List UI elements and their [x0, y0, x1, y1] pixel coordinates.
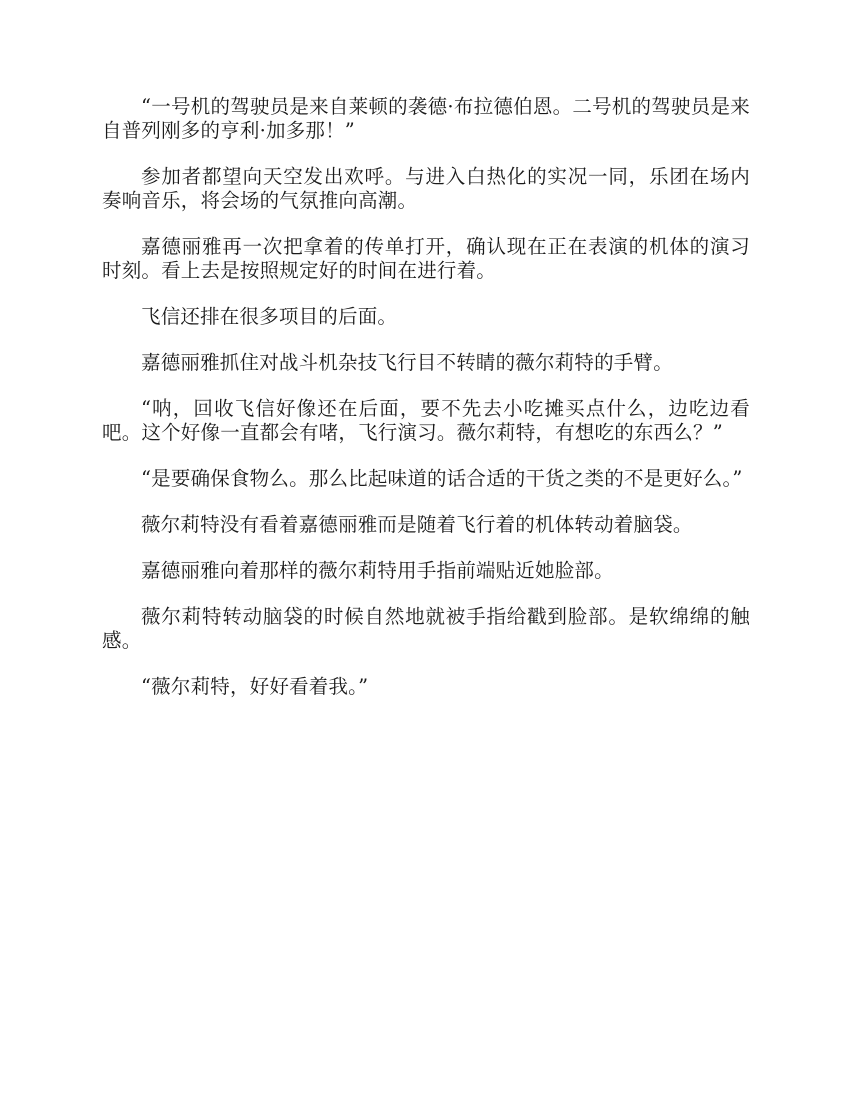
paragraph-5: 嘉德丽雅抓住对战斗机杂技飞行目不转睛的薇尔莉特的手臂。	[141, 351, 673, 374]
paragraph-3: 嘉德丽雅再一次把拿着的传单打开，确认现在正在表演的机体的演习时刻。看上去是按照规定好的时间在进行着。	[102, 235, 750, 282]
paragraph-11: “薇尔莉特，好好看着我。”	[141, 675, 369, 698]
paragraph-9: 嘉德丽雅向着那样的薇尔莉特用手指前端贴近她脸部。	[141, 559, 614, 582]
paragraph-8: 薇尔莉特没有看着嘉德丽雅而是随着飞行着的机体转动着脑袋。	[141, 513, 693, 536]
paragraph-4: 飞信还排在很多项目的后面。	[141, 305, 398, 328]
paragraph-7: “是要确保食物么。那么比起味道的话合适的干货之类的不是更好么。”	[141, 467, 743, 490]
paragraph-2: 参加者都望向天空发出欢呼。与进入白热化的实况一同，乐团在场内奏响音乐，将会场的气氛推向高潮。	[102, 165, 750, 212]
paragraph-1: “一号机的驾驶员是来自莱顿的袭德·布拉德伯恩。二号机的驾驶员是来自普列刚多的亨利·加多那！”	[102, 95, 750, 142]
paragraph-10: 薇尔莉特转动脑袋的时候自然地就被手指给戳到脸部。是软绵绵的触感。	[102, 605, 750, 652]
paragraph-6: “呐，回收飞信好像还在后面，要不先去小吃摊买点什么，边吃边看吧。这个好像一直都会有啫，飞行演习。薇尔莉特，有想吃的东西么？”	[102, 397, 750, 444]
